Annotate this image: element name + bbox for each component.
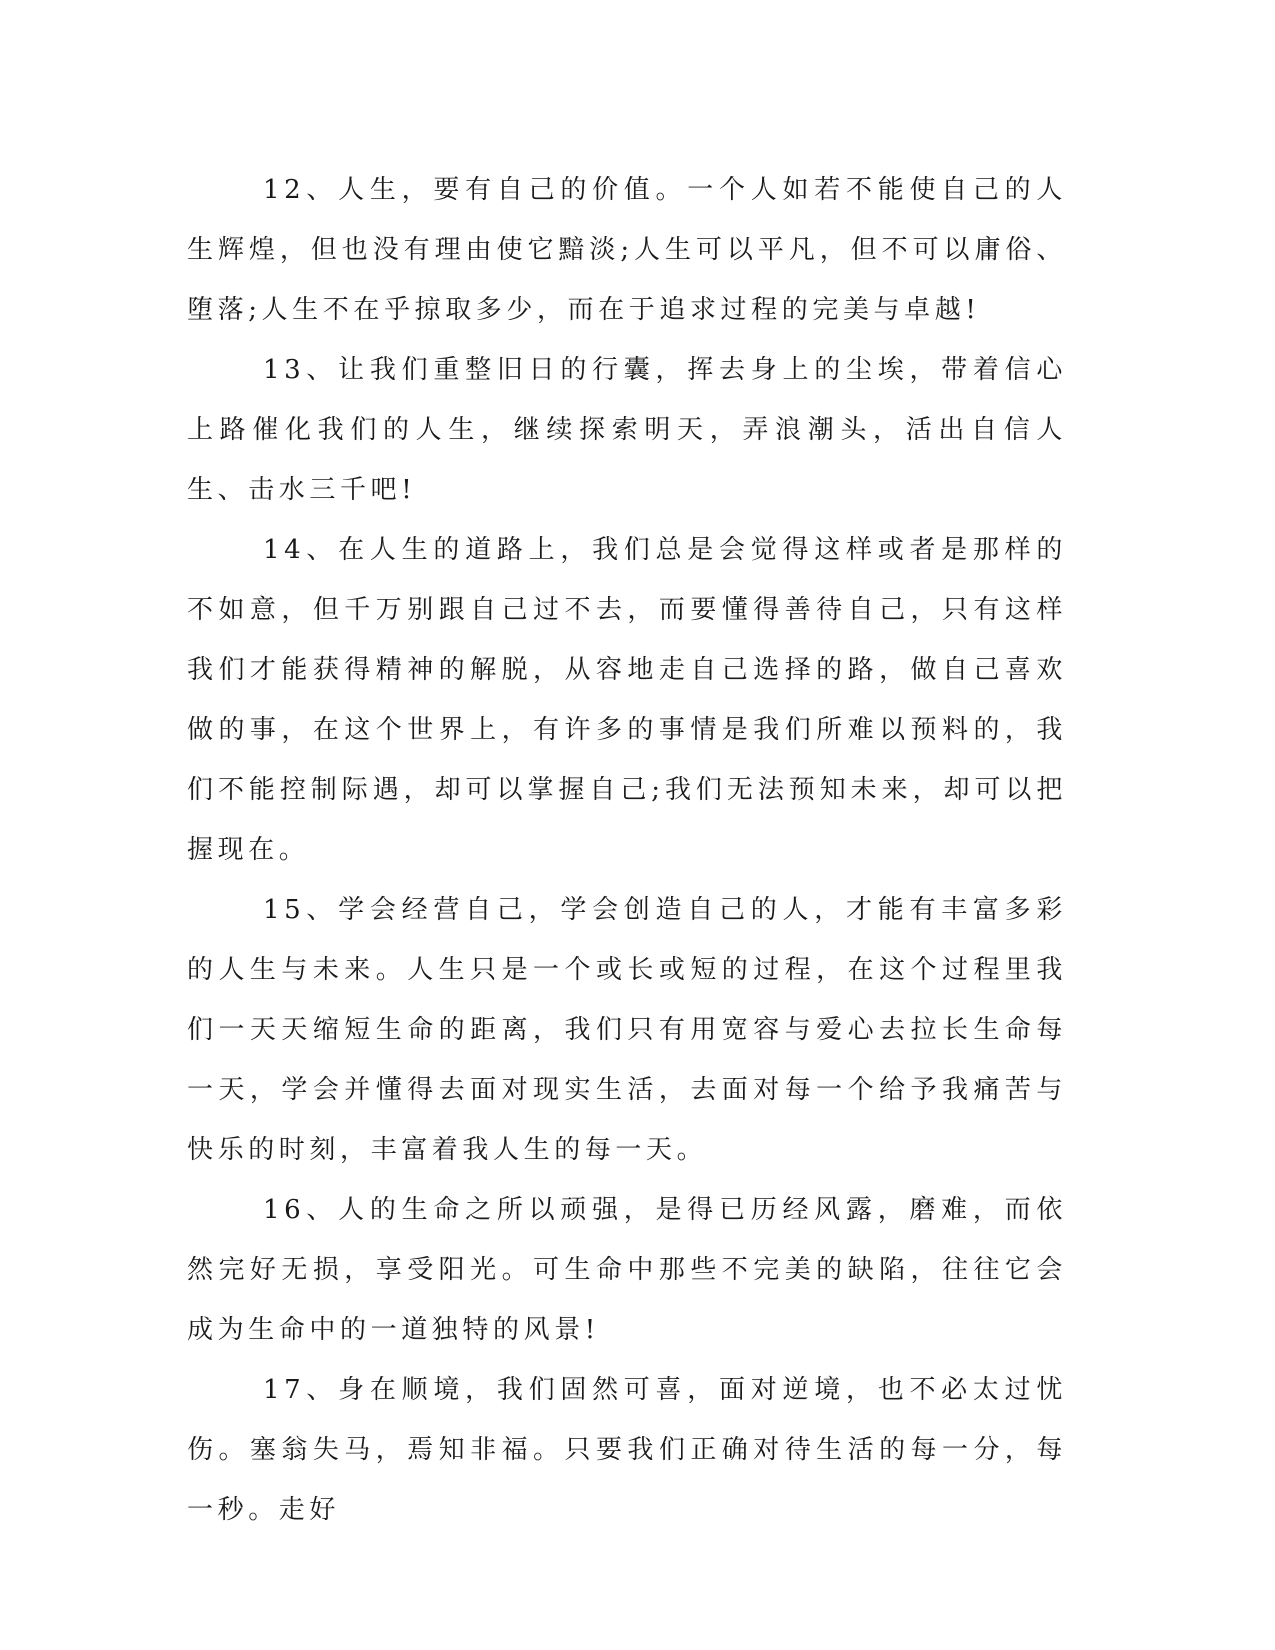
- paragraph-14: 14、在人生的道路上，我们总是会觉得这样或者是那样的不如意，但千万别跟自己过不去，而要懂得善待自己，只有这样我们才能获得精神的解脱，从容地走自己选择的路，做自己喜欢做的事，在这个世界上，有许多的事情是我们所难以预料的，我们不能控制际遇，却可以掌握自己;我们无法预知未来，却可以把握现在。: [187, 535, 1067, 865]
- paragraph-16: 16、人的生命之所以顽强，是得已历经风露，磨难，而依然完好无损，享受阳光。可生命中那些不完美的缺陷，往往它会成为生命中的一道独特的风景!: [187, 1195, 1067, 1345]
- paragraph-15: 15、学会经营自己，学会创造自己的人，才能有丰富多彩的人生与未来。人生只是一个或长或短的过程，在这个过程里我们一天天缩短生命的距离，我们只有用宽容与爱心去拉长生命每一天，学会并懂得去面对现实生活，去面对每一个给予我痛苦与快乐的时刻，丰富着我人生的每一天。: [187, 895, 1067, 1165]
- paragraph-13: 13、让我们重整旧日的行囊，挥去身上的尘埃，带着信心上路催化我们的人生，继续探索明天，弄浪潮头，活出自信人生、击水三千吧!: [187, 355, 1067, 505]
- document-body: [187, 160, 1067, 1540]
- paragraph-12: 12、人生，要有自己的价值。一个人如若不能使自己的人生辉煌，但也没有理由使它黯淡;人生可以平凡，但不可以庸俗、堕落;人生不在乎掠取多少，而在于追求过程的完美与卓越!: [187, 175, 1067, 325]
- paragraph-17: 17、身在顺境，我们固然可喜，面对逆境，也不必太过忧伤。塞翁失马，焉知非福。只要我们正确对待生活的每一分，每一秒。走好: [187, 1375, 1067, 1525]
